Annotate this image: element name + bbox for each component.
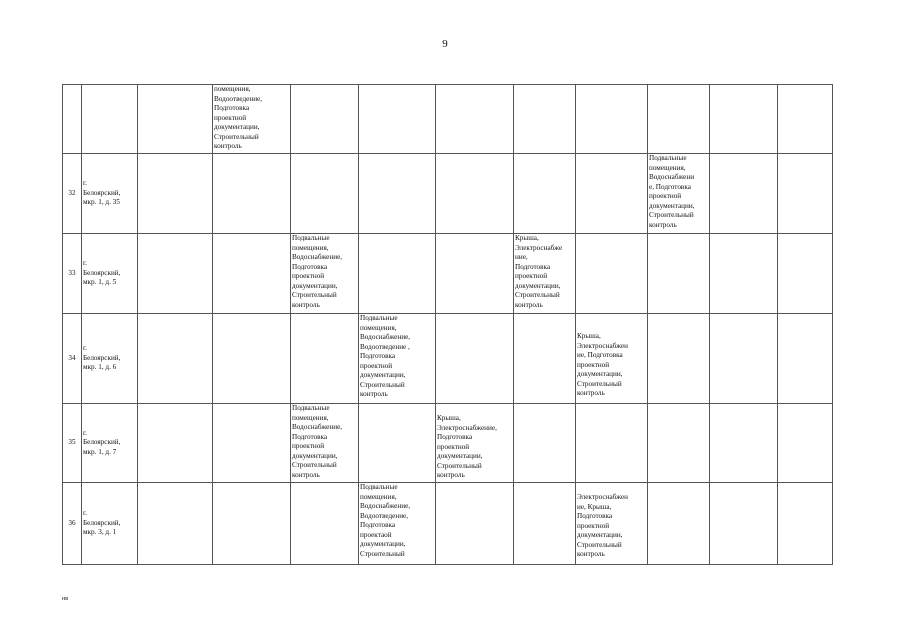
row-number: 34 xyxy=(63,314,82,404)
table-cell xyxy=(138,85,213,154)
table-cell xyxy=(710,404,778,483)
table-cell xyxy=(778,483,833,565)
row-address: г. Белоярский, мкр. 1, д. 35 xyxy=(82,154,138,234)
table-cell xyxy=(213,404,291,483)
table-cell xyxy=(436,314,514,404)
table-cell xyxy=(576,234,648,314)
table-cell xyxy=(436,483,514,565)
table-cell xyxy=(291,85,359,154)
table-cell xyxy=(359,234,436,314)
cell-address xyxy=(82,85,138,154)
table-cell xyxy=(648,314,710,404)
table-cell: Крыша, Электроснабже ние, Подготовка проектной документации, Строительный контроль xyxy=(514,234,576,314)
table-cell: Крыша, Электроснабжение, Подготовка проектной документации, Строительный контроль xyxy=(436,404,514,483)
table-cell xyxy=(138,154,213,234)
table-cell xyxy=(648,234,710,314)
row-number: 35 xyxy=(63,404,82,483)
table-cell xyxy=(138,234,213,314)
table-cell xyxy=(778,234,833,314)
table-cell xyxy=(514,85,576,154)
table-cell: Подвальные помещения, Водоснабжение, Подготовка проектной документации, Строительный контроль xyxy=(291,234,359,314)
page-number: 9 xyxy=(442,38,448,50)
table-cell xyxy=(213,483,291,565)
table-cell xyxy=(138,483,213,565)
table-cell xyxy=(514,154,576,234)
table-cell xyxy=(213,154,291,234)
table-cell xyxy=(648,85,710,154)
table-row xyxy=(63,154,833,234)
table-cell xyxy=(576,154,648,234)
table-cell xyxy=(359,404,436,483)
table-cell xyxy=(576,404,648,483)
table-cell xyxy=(291,483,359,565)
table-cell xyxy=(359,154,436,234)
table-cell xyxy=(576,85,648,154)
footer-mark: нв xyxy=(62,596,69,602)
table-cell xyxy=(648,404,710,483)
table-cell xyxy=(291,154,359,234)
table-cell xyxy=(710,314,778,404)
table-cell xyxy=(436,154,514,234)
table-cell xyxy=(138,314,213,404)
table-cell xyxy=(213,234,291,314)
table-cell: Подвальные помещения, Водоснабжени е, Подготовка проектной документации, Строительный контроль xyxy=(648,154,710,234)
table-cell: помещения, Водоотведение, Подготовка проектной документации, Строительный контроль xyxy=(213,85,291,154)
row-address: г. Белоярский, мкр. 1, д. 6 xyxy=(82,314,138,404)
table-cell xyxy=(710,154,778,234)
table-cell xyxy=(778,85,833,154)
row-number: 36 xyxy=(63,483,82,565)
table-cell xyxy=(778,314,833,404)
table-row xyxy=(63,314,833,404)
table-cell xyxy=(514,314,576,404)
table-cell xyxy=(291,314,359,404)
table-cell xyxy=(436,85,514,154)
row-number: 32 xyxy=(63,154,82,234)
table-cell: Электроснабжен ие, Крыша, Подготовка проектной документации, Строительный контроль xyxy=(576,483,648,565)
table-cell xyxy=(514,483,576,565)
table-row xyxy=(63,234,833,314)
table-cell: Подвальные помещения, Водоснабжение, Подготовка проектной документации, Строительный контроль xyxy=(291,404,359,483)
table-cell xyxy=(778,154,833,234)
table-cell xyxy=(710,85,778,154)
table-cell: Крыша, Электроснабжен ие, Подготовка проектной документации, Строительный контроль xyxy=(576,314,648,404)
row-number: 33 xyxy=(63,234,82,314)
table-cell xyxy=(514,404,576,483)
table-cell xyxy=(138,404,213,483)
table-cell: Подвальные помещения, Водоснабжение, Водоотведение, Подготовка проектаой документации, Строительный xyxy=(359,483,436,565)
capital-repair-schedule-table xyxy=(62,84,833,565)
table-row-continuation xyxy=(63,85,833,154)
row-address: г. Белоярский, мкр. 1, д. 7 xyxy=(82,404,138,483)
table-cell xyxy=(213,314,291,404)
row-address: г. Белоярский, мкр. 3, д. 1 xyxy=(82,483,138,565)
table-cell xyxy=(710,483,778,565)
cell-num xyxy=(63,85,82,154)
table-cell xyxy=(436,234,514,314)
table-cell xyxy=(359,85,436,154)
table-cell xyxy=(778,404,833,483)
table-row xyxy=(63,404,833,483)
table-cell xyxy=(648,483,710,565)
table-row xyxy=(63,483,833,565)
row-address: г. Белоярский, мкр. 1, д. 5 xyxy=(82,234,138,314)
table-cell xyxy=(710,234,778,314)
table-cell: Подвальные помещения, Водоснабжение, Водоотведение , Подготовка проектной документации, Строительный контроль xyxy=(359,314,436,404)
